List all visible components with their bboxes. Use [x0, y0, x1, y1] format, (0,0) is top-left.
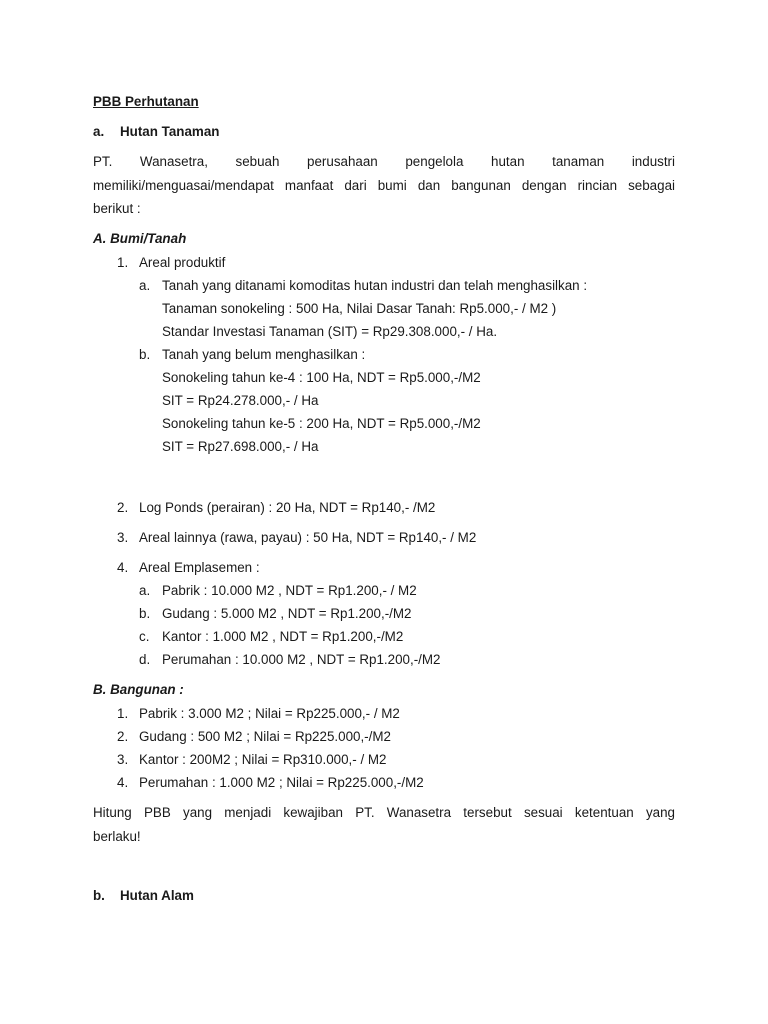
bangunan-item-number: 3. — [117, 752, 129, 767]
bumi-item4-sub-text: Kantor : 1.000 M2 , NDT = Rp1.200,-/M2 — [162, 629, 404, 644]
bumi-item1-label: Areal produktif — [139, 255, 226, 270]
bumi-item4-sub-marker: a. — [139, 583, 151, 598]
bumi-item4-sub-text: Pabrik : 10.000 M2 , NDT = Rp1.200,- / M2 — [162, 583, 417, 598]
document-title: PBB Perhutanan — [93, 94, 199, 109]
bangunan-heading: B. Bangunan : — [93, 682, 184, 697]
bumi-item1-sub-b-line1: Sonokeling tahun ke-4 : 100 Ha, NDT = Rp5.000,-/M2 — [162, 370, 481, 385]
bumi-item4-sub-marker: b. — [139, 606, 151, 621]
question-line-2: berlaku! — [93, 829, 141, 844]
bumi-heading: A. Bumi/Tanah — [93, 231, 187, 246]
bangunan-item-number: 1. — [117, 706, 129, 721]
bumi-item4-sub-marker: d. — [139, 652, 151, 667]
bumi-item4-sub-text: Perumahan : 10.000 M2 , NDT = Rp1.200,-/M2 — [162, 652, 441, 667]
intro-line-2: memiliki/menguasai/mendapat manfaat dari bumi dan bangunan dengan rincian sebagai — [93, 178, 675, 193]
section-a-marker: a. — [93, 124, 105, 139]
bangunan-item-text: Perumahan : 1.000 M2 ; Nilai = Rp225.000,-/M2 — [139, 775, 424, 790]
intro-line-3: berikut : — [93, 201, 141, 216]
bumi-item1-sub-a-line2: Standar Investasi Tanaman (SIT) = Rp29.308.000,- / Ha. — [162, 324, 498, 339]
bangunan-item-number: 2. — [117, 729, 129, 744]
bumi-item4-number: 4. — [117, 560, 129, 575]
bangunan-item-number: 4. — [117, 775, 129, 790]
bumi-item1-sub-b-marker: b. — [139, 347, 151, 362]
bangunan-item-text: Pabrik : 3.000 M2 ; Nilai = Rp225.000,- / M2 — [139, 706, 400, 721]
question-line-1: Hitung PBB yang menjadi kewajiban PT. Wanasetra tersebut sesuai ketentuan yang — [93, 805, 675, 820]
bumi-item1-number: 1. — [117, 255, 129, 270]
bumi-item3-number: 3. — [117, 530, 129, 545]
section-b-heading: Hutan Alam — [120, 888, 194, 903]
bumi-item4-sub-text: Gudang : 5.000 M2 , NDT = Rp1.200,-/M2 — [162, 606, 412, 621]
bumi-item1-sub-a-line1: Tanaman sonokeling : 500 Ha, Nilai Dasar Tanah: Rp5.000,- / M2 ) — [162, 301, 557, 316]
intro-line-1: PT. Wanasetra, sebuah perusahaan pengelola hutan tanaman industri — [93, 154, 675, 169]
bumi-item3-label: Areal lainnya (rawa, payau) : 50 Ha, NDT = Rp140,- / M2 — [139, 530, 477, 545]
bumi-item1-sub-b-label: Tanah yang belum menghasilkan : — [162, 347, 366, 362]
bumi-item2-number: 2. — [117, 500, 129, 515]
bumi-item1-sub-b-line4: SIT = Rp27.698.000,- / Ha — [162, 439, 319, 454]
section-b-marker: b. — [93, 888, 105, 903]
bumi-item1-sub-a-marker: a. — [139, 278, 151, 293]
bumi-item2-label: Log Ponds (perairan) : 20 Ha, NDT = Rp140,- /M2 — [139, 500, 436, 515]
bumi-item1-sub-b-line2: SIT = Rp24.278.000,- / Ha — [162, 393, 319, 408]
bumi-item4-sub-marker: c. — [139, 629, 150, 644]
bangunan-item-text: Kantor : 200M2 ; Nilai = Rp310.000,- / M2 — [139, 752, 387, 767]
bumi-item1-sub-a-label: Tanah yang ditanami komoditas hutan industri dan telah menghasilkan : — [162, 278, 588, 293]
bangunan-item-text: Gudang : 500 M2 ; Nilai = Rp225.000,-/M2 — [139, 729, 391, 744]
bumi-item4-label: Areal Emplasemen : — [139, 560, 260, 575]
section-a-heading: Hutan Tanaman — [120, 124, 220, 139]
bumi-item1-sub-b-line3: Sonokeling tahun ke-5 : 200 Ha, NDT = Rp5.000,-/M2 — [162, 416, 481, 431]
